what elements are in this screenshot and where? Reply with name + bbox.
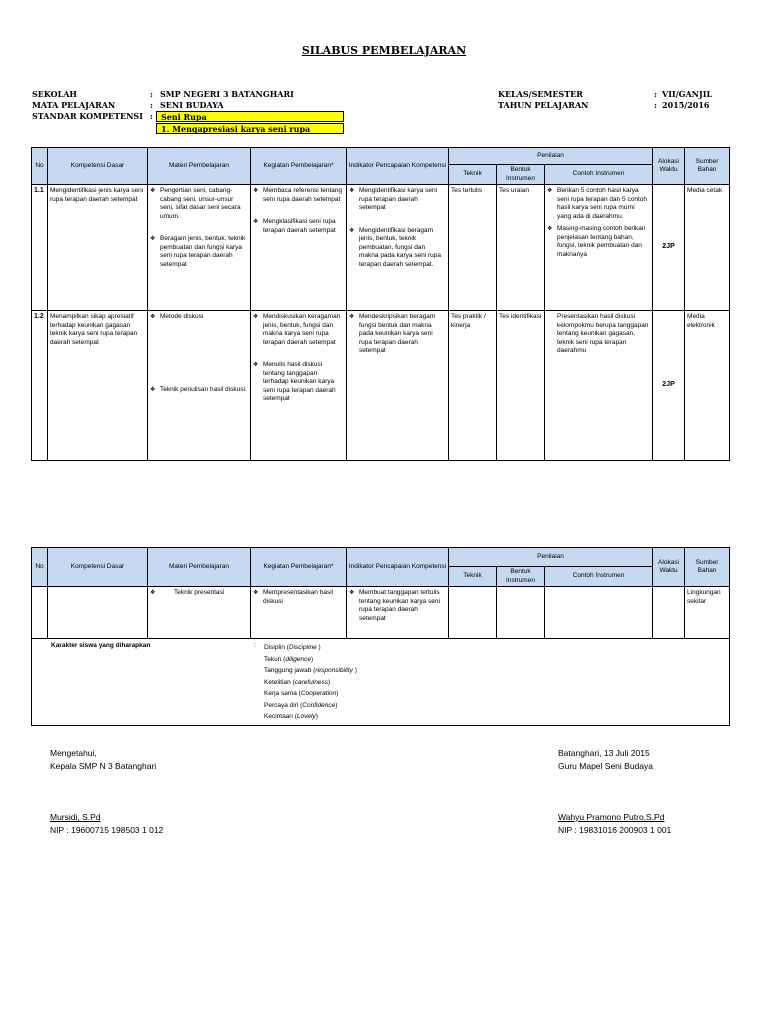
bullet-item: ❖ Mengidentifikasi beragam jenis, bentuk, teknik pembuatan, fungsi dan makna pada karya seni rupa terapan daerah setempat.	[349, 227, 446, 270]
karakter-text: Tanggung jawab (	[264, 667, 316, 674]
bullet-item: ❖ Membaca referensi tentang seni rupa daerah setempat	[253, 187, 344, 204]
header-sumber: Sumber Bahan	[685, 148, 730, 185]
label-mata-pelajaran: MATA PELAJARAN	[32, 100, 116, 110]
karakter-en: Cooperation	[300, 690, 337, 697]
karakter-block	[35, 642, 726, 722]
header-sumber: Sumber Bahan	[685, 548, 730, 587]
sumber-cell: Media elektronik	[685, 311, 730, 461]
karakter-label: Karakter siswa yang diharapkan	[51, 642, 151, 649]
kd-cell: Menampilkan sikap apresiatif terhadap keunikan gagasan teknik karya seni rupa terapan daerah setempat	[48, 311, 148, 461]
header-no: No	[32, 148, 48, 185]
header-penilaian: Penilaian	[449, 148, 653, 165]
alokasi-cell	[653, 587, 685, 639]
colon: :	[150, 89, 153, 99]
teknik-cell: Tes tertulis	[449, 185, 497, 311]
table-row	[32, 185, 730, 311]
sumber-cell: Media cetak	[685, 185, 730, 311]
karakter-item	[264, 642, 357, 654]
kegiatan-cell	[251, 587, 347, 639]
standar-line2: 1. Mengapresiasi karya seni rupa	[156, 123, 344, 134]
karakter-end: )	[335, 701, 338, 709]
karakter-text: Kerja sama (	[264, 690, 301, 697]
syllabus-table-2	[31, 547, 730, 726]
header-alokasi: Alokasi Waktu	[653, 548, 685, 587]
table-row	[32, 311, 730, 461]
bullet-item: ❖ Teknik penulisan hasil diskusi.	[150, 386, 248, 395]
header-kompetensi-dasar: Kompetensi Dasar	[48, 548, 148, 587]
karakter-list	[264, 642, 357, 723]
header-materi: Materi Pembelajaran	[148, 148, 251, 185]
sig-right-line1: Batanghari, 13 Juli 2015	[558, 748, 650, 758]
sig-left-line2: Kepala SMP N 3 Batanghari	[50, 761, 157, 771]
header-contoh: Contoh Instrumen	[545, 567, 653, 587]
value-kelas-semester: VII/GANJIL	[662, 89, 713, 99]
label-standar-kompetensi: STANDAR KOMPETENSI	[32, 111, 143, 121]
karakter-end: )	[327, 678, 331, 686]
contoh-cell	[545, 185, 653, 311]
karakter-en: Discipline	[288, 644, 317, 651]
document-title: SILABUS PEMBELAJARAN	[301, 44, 467, 57]
bentuk-cell: Tes identifikasi	[497, 311, 545, 461]
kd-cell: Mengidentifikasi jenis karya seni rupa terapan daerah setempat	[48, 185, 148, 311]
header-bentuk: Bentuk Instrumen	[497, 567, 545, 587]
indikator-cell	[347, 587, 449, 639]
karakter-item	[264, 700, 357, 712]
header-indikator: Indikator Pencapaian Kompetensi	[347, 548, 449, 587]
header-materi: Materi Pembelajaran	[148, 548, 251, 587]
karakter-end: )	[311, 655, 314, 663]
bullet-item: ❖ Mengklasifikasi seni rupa terapan daerah setempat	[253, 218, 344, 235]
materi-cell	[148, 311, 251, 461]
karakter-en: responsibility	[315, 667, 353, 674]
bullet-item: ❖ Pengertian seni, cabang-cabang seni, unsur-unsur seni, sifat dasar seni secara umum.	[150, 187, 248, 221]
label-tahun-pelajaran: TAHUN PELAJARAN	[498, 100, 589, 110]
sumber-cell: Lingkungan sekitar	[685, 587, 730, 639]
value-tahun-pelajaran: 2015/2016	[662, 100, 710, 110]
sig-right-nip: NIP : 19831016 200903 1 001	[558, 825, 672, 835]
row-number: 1.2	[32, 311, 48, 461]
bullet-item: ❖ Teknik presentasi	[150, 589, 248, 598]
header-teknik: Teknik	[449, 165, 497, 185]
bullet-item: ❖ Masing-masing contoh berikan penjelasan tentang bahan, fungsi, teknik pembuatan dan maknanya	[547, 225, 650, 259]
bullet-item: ❖ Mendeskripsikan beragam fungsi bentuk dan makna pada keunikan karya seni rupa terapan daerah setempat	[349, 313, 446, 356]
karakter-text: Percaya diri (	[264, 701, 303, 709]
teknik-cell: Tes praktik / kinerja	[449, 311, 497, 461]
kegiatan-cell	[251, 311, 347, 461]
sig-left-line1: Mengetahui,	[50, 748, 97, 758]
karakter-row	[32, 639, 730, 726]
karakter-item	[264, 677, 357, 689]
karakter-en: Lovely	[296, 713, 316, 720]
value-mata-pelajaran: SENI BUDAYA	[160, 100, 224, 110]
indikator-cell	[347, 311, 449, 461]
karakter-end: )	[352, 667, 357, 674]
bullet-item: ❖ Beragam jenis, bentuk, teknik pembuatan dan fungsi karya seni rupa terapan daerah setempat	[150, 235, 248, 269]
teknik-cell	[449, 587, 497, 639]
header-kegiatan: Kegiatan Pembelajaran*	[251, 148, 347, 185]
bullet-item: ❖ Membuat tanggapan tertulis tentang keunikan karya seni rupa terapan daerah setempat	[349, 589, 446, 623]
colon: :	[654, 100, 657, 110]
header-bentuk: Bentuk Instrumen	[497, 165, 545, 185]
karakter-text: Ketelitian (	[264, 678, 295, 686]
karakter-item	[264, 711, 357, 723]
karakter-end: )	[316, 644, 321, 651]
bullet-item: ❖ Menulis hasil diskusi tentang tanggapan terhadap keunikan karya seni rupa terapan daerah setempat	[253, 361, 344, 404]
standar-line1: Seni Rupa	[156, 111, 344, 122]
karakter-end: )	[315, 713, 318, 720]
sig-left-name: Mursidi, S.Pd	[50, 812, 101, 822]
label-kelas-semester: KELAS/SEMESTER	[498, 89, 583, 99]
header-no: No	[32, 548, 48, 587]
contoh-cell: Presentasikan hasil diskusi kelompokmu berupa tanggapan tentang keunikan gagasan, teknik seni rupa terapan daerahmu	[545, 311, 653, 461]
header-kegiatan: Kegiatan Pembelajaran*	[251, 548, 347, 587]
karakter-en: diligence	[285, 655, 311, 663]
indikator-cell	[347, 185, 449, 311]
sig-right-line2: Guru Mapel Seni Budaya	[558, 761, 653, 771]
bullet-item: ❖ Mendiskusikan keragaman jenis, bentuk, fungsi dan makna karya seni rupa terapan daerah setempat	[253, 313, 344, 347]
contoh-cell	[545, 587, 653, 639]
karakter-text: Tekun (	[264, 655, 286, 663]
colon: :	[150, 100, 153, 110]
bullet-item: ❖ Metode diskusi	[150, 313, 248, 322]
karakter-en: carefulness	[294, 678, 328, 686]
bentuk-cell	[497, 587, 545, 639]
header-alokasi: Alokasi Waktu	[653, 148, 685, 185]
karakter-text: Kecintaan (	[264, 713, 297, 720]
table-row	[32, 587, 730, 639]
header-teknik: Teknik	[449, 567, 497, 587]
sig-right-name: Wahyu Pramono Putro,S.Pd	[558, 812, 665, 822]
karakter-text: Disiplin (	[264, 644, 289, 651]
header-kompetensi-dasar: Kompetensi Dasar	[48, 148, 148, 185]
materi-cell	[148, 185, 251, 311]
kd-cell	[48, 587, 148, 639]
kegiatan-cell	[251, 185, 347, 311]
alokasi-cell: 2JP	[653, 185, 685, 311]
header-indikator: Indikator Pencapaian Kompetensi	[347, 148, 449, 185]
colon: :	[150, 111, 153, 121]
karakter-item	[264, 665, 357, 677]
karakter-en: Confidence	[302, 701, 336, 709]
row-number	[32, 587, 48, 639]
colon: :	[654, 89, 657, 99]
alokasi-cell: 2JP	[653, 311, 685, 461]
colon: :	[254, 642, 256, 649]
value-sekolah: SMP NEGERI 3 BATANGHARI	[160, 89, 294, 99]
header-contoh: Contoh Instrumen	[545, 165, 653, 185]
sig-left-nip: NIP : 19600715 198503 1 012	[50, 825, 164, 835]
materi-cell	[148, 587, 251, 639]
karakter-cell	[32, 639, 730, 726]
bullet-item: ❖ Mengidentifikasi karya seni rupa terapan daerah setempat	[349, 187, 446, 213]
row-number: 1.1	[32, 185, 48, 311]
karakter-item	[264, 654, 357, 666]
bullet-item: ❖ Berikan 5 contoh hasil karya seni rupa terapan dan 5 contoh hasil karya seni rupa murni yang ada di daerahmu.	[547, 187, 650, 221]
header-penilaian: Penilaian	[449, 548, 653, 567]
karakter-end: )	[336, 690, 339, 697]
bullet-item: ❖ Mempresentasikan hasil diskusi	[253, 589, 344, 606]
syllabus-table-1	[31, 147, 730, 461]
label-sekolah: SEKOLAH	[32, 89, 77, 99]
karakter-item	[264, 688, 357, 700]
bentuk-cell: Tes uraian	[497, 185, 545, 311]
